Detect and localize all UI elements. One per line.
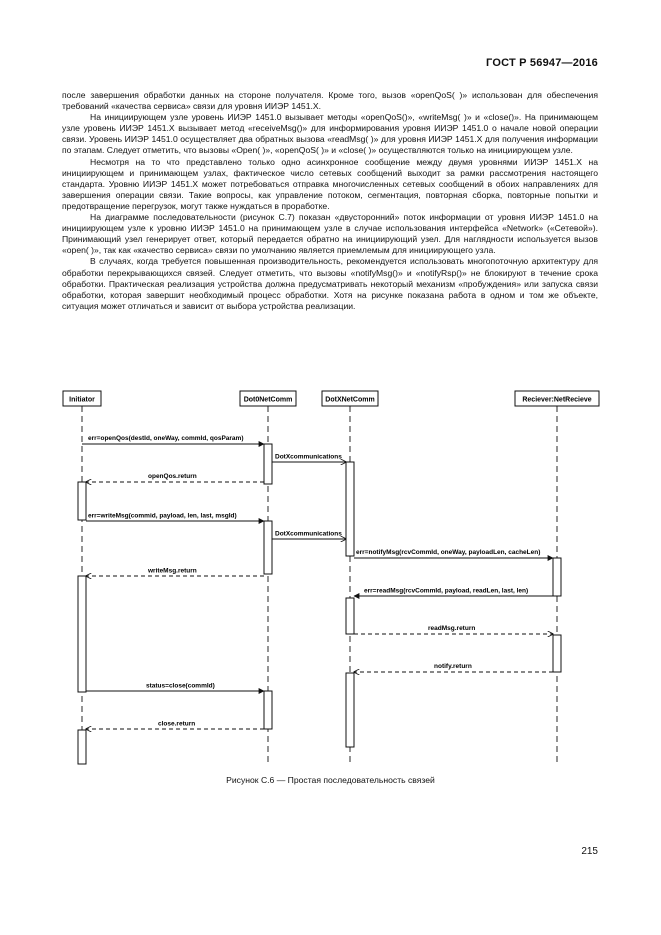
activation-bar bbox=[346, 673, 354, 747]
paragraph: В случаях, когда требуется повышенная производительность, рекомендуется использовать многопоточную архитектуру для обработки перекрывающихся связей. Следует отметить, что вызовы «notifyMsg()» и «notifyRsp()» не блокируют в течение срока обработки. Практическая реализация устройства должна предусматривать некоторый механизм «пробуждения» или запуска связи обработки, которая завершит необходимый процесс обработки. Хотя на рисунке показана работа в одном и том же объекте, ситуация может отличаться и зависит от выбора устройства реализации. bbox=[62, 256, 598, 311]
activation-bar bbox=[78, 730, 86, 764]
message-label: DotXcommunications bbox=[275, 453, 342, 461]
message-label: close.return bbox=[158, 720, 196, 728]
message-open-qos bbox=[82, 435, 264, 444]
activation-bar bbox=[264, 691, 272, 729]
message-close-return bbox=[86, 721, 264, 730]
message-label: notify.return bbox=[434, 663, 472, 670]
lifeline-header-reciever bbox=[515, 391, 599, 406]
lifeline-label: Dot0NetComm bbox=[243, 396, 293, 404]
message-label: openQos.return bbox=[148, 473, 197, 480]
message-label: status=close(commId) bbox=[146, 682, 215, 690]
message-label: err=notifyMsg(rcvCommId, oneWay, payloadLen, cacheLen) bbox=[356, 549, 541, 556]
message-dotx-communications-1 bbox=[272, 454, 346, 463]
paragraph: На диаграмме последовательности (рисунок С.7) показан «двусторонний» поток информации от уровня ИИЭР 1451.0 на инициирующем узле к уровню ИИЭР 1451.0 на принимающем узле в случае использования интерфейса «Network» («Сетевой»). Принимающий узел генерирует ответ, который передается обратно на инициирующий узел. Для наглядности используется вызов «open( )», так как «качество сервиса» связи по умолчанию является приемлемым для инициирующего узла. bbox=[62, 212, 598, 256]
message-label: writeMsg.return bbox=[148, 567, 197, 575]
message-label: DotXcommunications bbox=[275, 530, 342, 538]
message-open-qos-return bbox=[86, 473, 264, 482]
lifeline-label: Initiator bbox=[69, 396, 95, 404]
message-write-msg bbox=[86, 513, 264, 522]
message-label: err=writeMsg(commid, payload, len, last, msgId) bbox=[88, 512, 237, 520]
lifeline-header-dot0netcomm bbox=[240, 391, 296, 406]
page-number: 215 bbox=[581, 846, 598, 857]
figure-caption: Рисунок С.6 — Простая последовательность связей bbox=[226, 775, 435, 785]
activation-bar bbox=[346, 462, 354, 556]
message-notify-msg bbox=[354, 549, 553, 558]
message-label: readMsg.return bbox=[428, 625, 476, 632]
message-read-msg bbox=[354, 588, 553, 597]
activation-bar bbox=[264, 521, 272, 574]
message-label: err=readMsg(rcvCommId, payload, readLen, last, len) bbox=[364, 587, 529, 595]
lifeline-label: Reciever:NetRecieve bbox=[522, 396, 592, 404]
message-dotx-communications-2 bbox=[272, 531, 346, 540]
activation-bar bbox=[78, 482, 86, 520]
activation-bar bbox=[553, 635, 561, 672]
message-close bbox=[86, 683, 264, 692]
activation-bar bbox=[264, 444, 272, 484]
message-write-msg-return bbox=[86, 568, 264, 577]
lifeline-header-initiator bbox=[63, 391, 101, 406]
activation-bar bbox=[78, 576, 86, 692]
paragraph: На инициирующем узле уровень ИИЭР 1451.0 вызывает методы «openQoS()», «writeMsg( )» и «close()». На принимающем узле уровень ИИЭР 1451.X вызывает метод «receiveMsg()» для информирования уровня ИИЭР 1451.0 о начале новой операции связи. Уровень ИИЭР 1451.0 осуществляет два обратных вызова «readMsg( )» для уровня ИИЭР 1451.X для получения информации по этапам. Следует отметить, что вызовы «Open( )», «openQoS( )» и «close( )» осуществляются только на инициирующем узле. bbox=[62, 112, 598, 156]
paragraph: после завершения обработки данных на стороне получателя. Кроме того, вызов «openQoS( )» использован для обеспечения требований «качества сервиса» связи для уровня ИИЭР 1451.X. bbox=[62, 90, 598, 112]
lifeline-header-dotxnetcomm bbox=[322, 391, 378, 406]
activation-bar bbox=[346, 598, 354, 634]
paragraph: Несмотря на то что представлено только одно асинхронное сообщение между двумя уровнями ИИЭР 1451.X на инициирующем и принимающем узлах, фактическое число сетевых сообщений выходит за рамки рассмотрения настоящего стандарта. Уровню ИИЭР 1451.X может потребоваться отправка многочисленных сетевых сообщений в обоих направлениях для завершения операции связи. Такие вопросы, как управление потоком, сегментация, повторная сборка, повторные попытки и предотвращение перегрузок, могут также нуждаться в проработке. bbox=[62, 156, 598, 211]
message-label: err=openQos(destId, oneWay, commId, qosParam) bbox=[88, 435, 244, 442]
sequence-diagram bbox=[58, 378, 603, 770]
lifeline-label: DotXNetComm bbox=[325, 396, 375, 404]
message-read-msg-return bbox=[354, 625, 553, 634]
message-notify-return bbox=[354, 663, 553, 672]
body-text bbox=[62, 90, 598, 312]
activation-bar bbox=[553, 558, 561, 596]
page-header-standard: ГОСТ Р 56947—2016 bbox=[486, 57, 598, 69]
